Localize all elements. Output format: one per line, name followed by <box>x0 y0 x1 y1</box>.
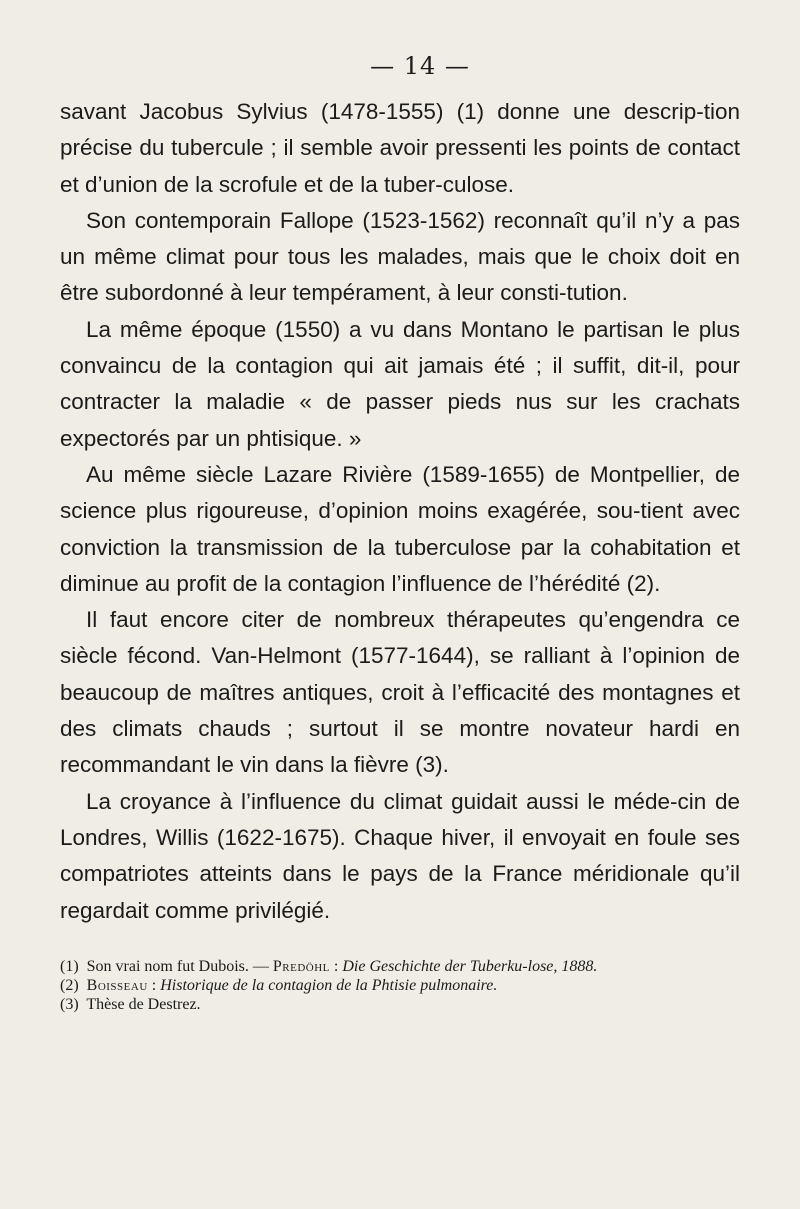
paragraph-2: Son contemporain Fallope (1523-1562) reconnaît qu’il n’y a pas un même climat pour tous les malades, mais que le choix doit en être subordonné à leur tempérament, à leur consti-tution. <box>60 207 740 306</box>
footnote-title: Die Geschichte der Tuberku-lose, 1888. <box>342 957 598 975</box>
paragraph-5: Il faut encore citer de nombreux thérapeutes qu’engendra ce siècle fécond. Van-Helmont (1577-1644), se ralliant à l’opinion de beaucoup de maîtres antiques, croit à l’efficacité des montagnes et des climats chauds ; surtout il se montre novateur hardi en recommandant le vin dans la fièvre (3). <box>60 607 740 778</box>
footnote-1 <box>60 957 740 976</box>
footnote-number: (1) <box>60 957 79 975</box>
footnote-2 <box>60 976 740 995</box>
body-text <box>60 94 740 929</box>
footnote-text: Son vrai nom fut Dubois. — <box>86 957 269 975</box>
paragraph-6: La croyance à l’influence du climat guidait aussi le méde-cin de Londres, Willis (1622-1675). Chaque hiver, il envoyait en foule ses compatriotes atteints dans le pays de la France méridionale qu’il regardait comme privilégié. <box>60 788 740 923</box>
footnote-number: (3) <box>60 995 79 1013</box>
footnote-title: Historique de la contagion de la Phtisie pulmonaire. <box>160 976 498 994</box>
footnote-author: Predöhl <box>272 957 330 975</box>
footnote-separator: : <box>333 957 339 975</box>
footnote-3 <box>60 995 740 1014</box>
page-number: — 14 — <box>370 52 470 80</box>
paragraph-3: La même époque (1550) a vu dans Montano le partisan le plus convaincu de la contagion qui ait jamais été ; il suffit, dit-il, pour contracter la maladie « de passer pieds nus sur les crachats expectorés par un phtisique. » <box>60 316 740 451</box>
paragraph-1: savant Jacobus Sylvius (1478-1555) (1) donne une descrip-tion précise du tubercule ; il semble avoir pressenti les points de contact et d’union de la scrofule et de la tuber-culose. <box>60 99 740 197</box>
footnote-author: Boisseau <box>86 976 148 994</box>
footnote-number: (2) <box>60 976 79 994</box>
footnote-separator: : <box>151 976 157 994</box>
footnotes <box>60 957 740 1014</box>
footnote-text: Thèse de Destrez. <box>86 995 201 1013</box>
paragraph-4: Au même siècle Lazare Rivière (1589-1655) de Montpellier, de science plus rigoureuse, d’opinion moins exagérée, sou-tient avec conviction la transmission de la tuberculose par la cohabitation et diminue au profit de la contagion l’influence de l’hérédité (2). <box>60 461 740 596</box>
book-page <box>60 52 740 1014</box>
